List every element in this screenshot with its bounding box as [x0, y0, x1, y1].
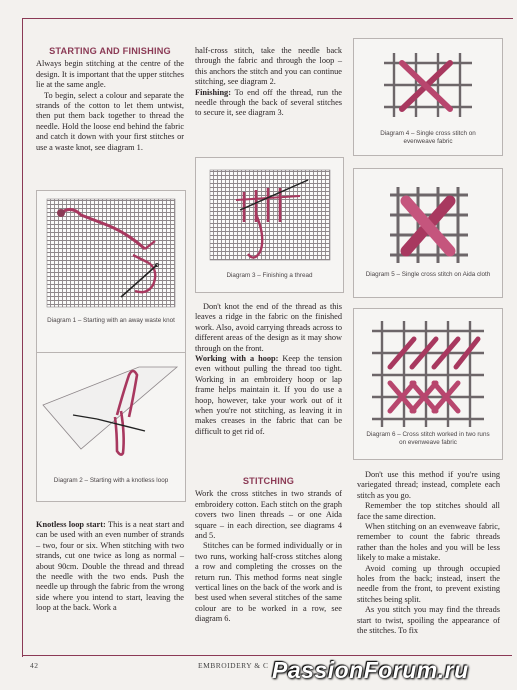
- paragraph: half-cross stitch, take the needle back through the fabric and through the loop – this anchors the stitch and you can continue stitching, see diagram 2.: [195, 46, 342, 87]
- paragraph: Work the cross stitches in two strands of embroidery cotton. Each stitch on the graph covers two linen threads – or one Aida square – in each direction, see diagrams 4 and 5.: [195, 489, 342, 541]
- column-2-top: [195, 46, 342, 119]
- diagram-3: [195, 157, 344, 293]
- column-1-top: [36, 46, 184, 153]
- page-number: 42: [30, 661, 39, 670]
- diagram-2: [36, 352, 186, 502]
- watermark: PassionForum.ru: [272, 657, 469, 683]
- text-finishing: To end off the thread, run the needle through the back of several stitches to secure it, see diagram 3.: [195, 87, 342, 118]
- caption-diagram-5: Diagram 5 – Single cross stitch on Aida cloth: [365, 271, 491, 278]
- paragraph: Don't knot the end of the thread as this leaves a ridge in the fabric on the finished work. Also, avoid carrying threads across to different areas of the design as it may show through on the front.: [195, 302, 342, 353]
- paragraph-hoop: [195, 354, 342, 437]
- caption-diagram-6: Diagram 6 – Cross stitch worked in two runs on evenweave fabric: [366, 431, 490, 446]
- caption-diagram-2: Diagram 2 – Starting with a knotless loop: [53, 477, 169, 484]
- publication-name: EMBROIDERY & C: [198, 661, 269, 670]
- paragraph-knotless-loop: [36, 520, 184, 614]
- paragraph: As you stitch you may find the threads start to twist, spoiling the appearance of the stitches. To fix: [357, 605, 500, 636]
- column-1-bottom: [36, 520, 184, 614]
- diagram-4: [353, 38, 503, 156]
- label-knotless-loop: Knotless loop start:: [36, 520, 106, 529]
- caption-diagram-4: Diagram 4 – Single cross stitch on evenweave fabric: [380, 130, 476, 145]
- diagram-5: [353, 168, 503, 298]
- page-bottom-rule: [22, 655, 512, 656]
- text-knotless-loop: This is a neat start and can be used with an even number of strands – two, four or six. When stitching with two strands, cut one twice as long as normal – about 90cm. Double the thread and thread the needle with the two ends. Push the needle up through the fabric from the wrong side where you intend to start, leaving the loop at the back. Work a: [36, 520, 184, 613]
- text-hoop: Keep the tension even without pulling the thread too tight. Working in an embroidery hoop or lap frame helps maintain it. If you do use a hoop, however, take your work out of it when you're not stitching, as leaving it in makes creases in the fabric that can be difficult to get rid of.: [195, 354, 342, 436]
- diagram-6: [353, 308, 503, 460]
- paragraph-finishing: [195, 88, 342, 119]
- paragraph: Remember the top stitches should all face the same direction.: [357, 501, 500, 521]
- paragraph: Don't use this method if you're using variegated thread; instead, complete each stitch as you go.: [357, 470, 500, 500]
- paragraph: Always begin stitching at the centre of the design. It is important that the upper stitches lie at the same angle.: [36, 59, 184, 90]
- paragraph: When stitching on an evenweave fabric, remember to count the fabric threads rather than the holes and you will be less likely to make a mistake.: [357, 522, 500, 563]
- paragraph: Stitches can be formed individually or in two runs, working half-cross stitches along a row and completing the crosses on the return run. This method forms neat single vertical lines on the back of the work and is best used when several stitches of the same colour are to be worked in a row, see diagram 6.: [195, 541, 342, 624]
- paragraph: To begin, select a colour and separate the strands of the cotton to let them untwist, then put them back together to thread the needle. Hold the loose end behind the fabric and catch it down with your first stitches or use a waste knot, see diagram 1.: [36, 90, 184, 152]
- label-hoop: Working with a hoop:: [195, 354, 279, 364]
- caption-diagram-1: Diagram 1 – Starting with an away waste knot: [47, 317, 175, 324]
- column-2-stitching: [195, 476, 342, 625]
- caption-diagram-3: Diagram 3 – Finishing a thread: [226, 272, 313, 279]
- diagram-1: [36, 190, 186, 354]
- column-2-middle: [195, 302, 342, 437]
- heading-starting-finishing: STARTING AND FINISHING: [49, 46, 171, 56]
- heading-stitching: STITCHING: [242, 476, 295, 486]
- label-finishing: Finishing:: [195, 87, 231, 97]
- column-3: [357, 470, 500, 637]
- paragraph: Avoid coming up through occupied holes from the back; instead, insert the needle from the front, to prevent existing stitches being split.: [357, 563, 500, 604]
